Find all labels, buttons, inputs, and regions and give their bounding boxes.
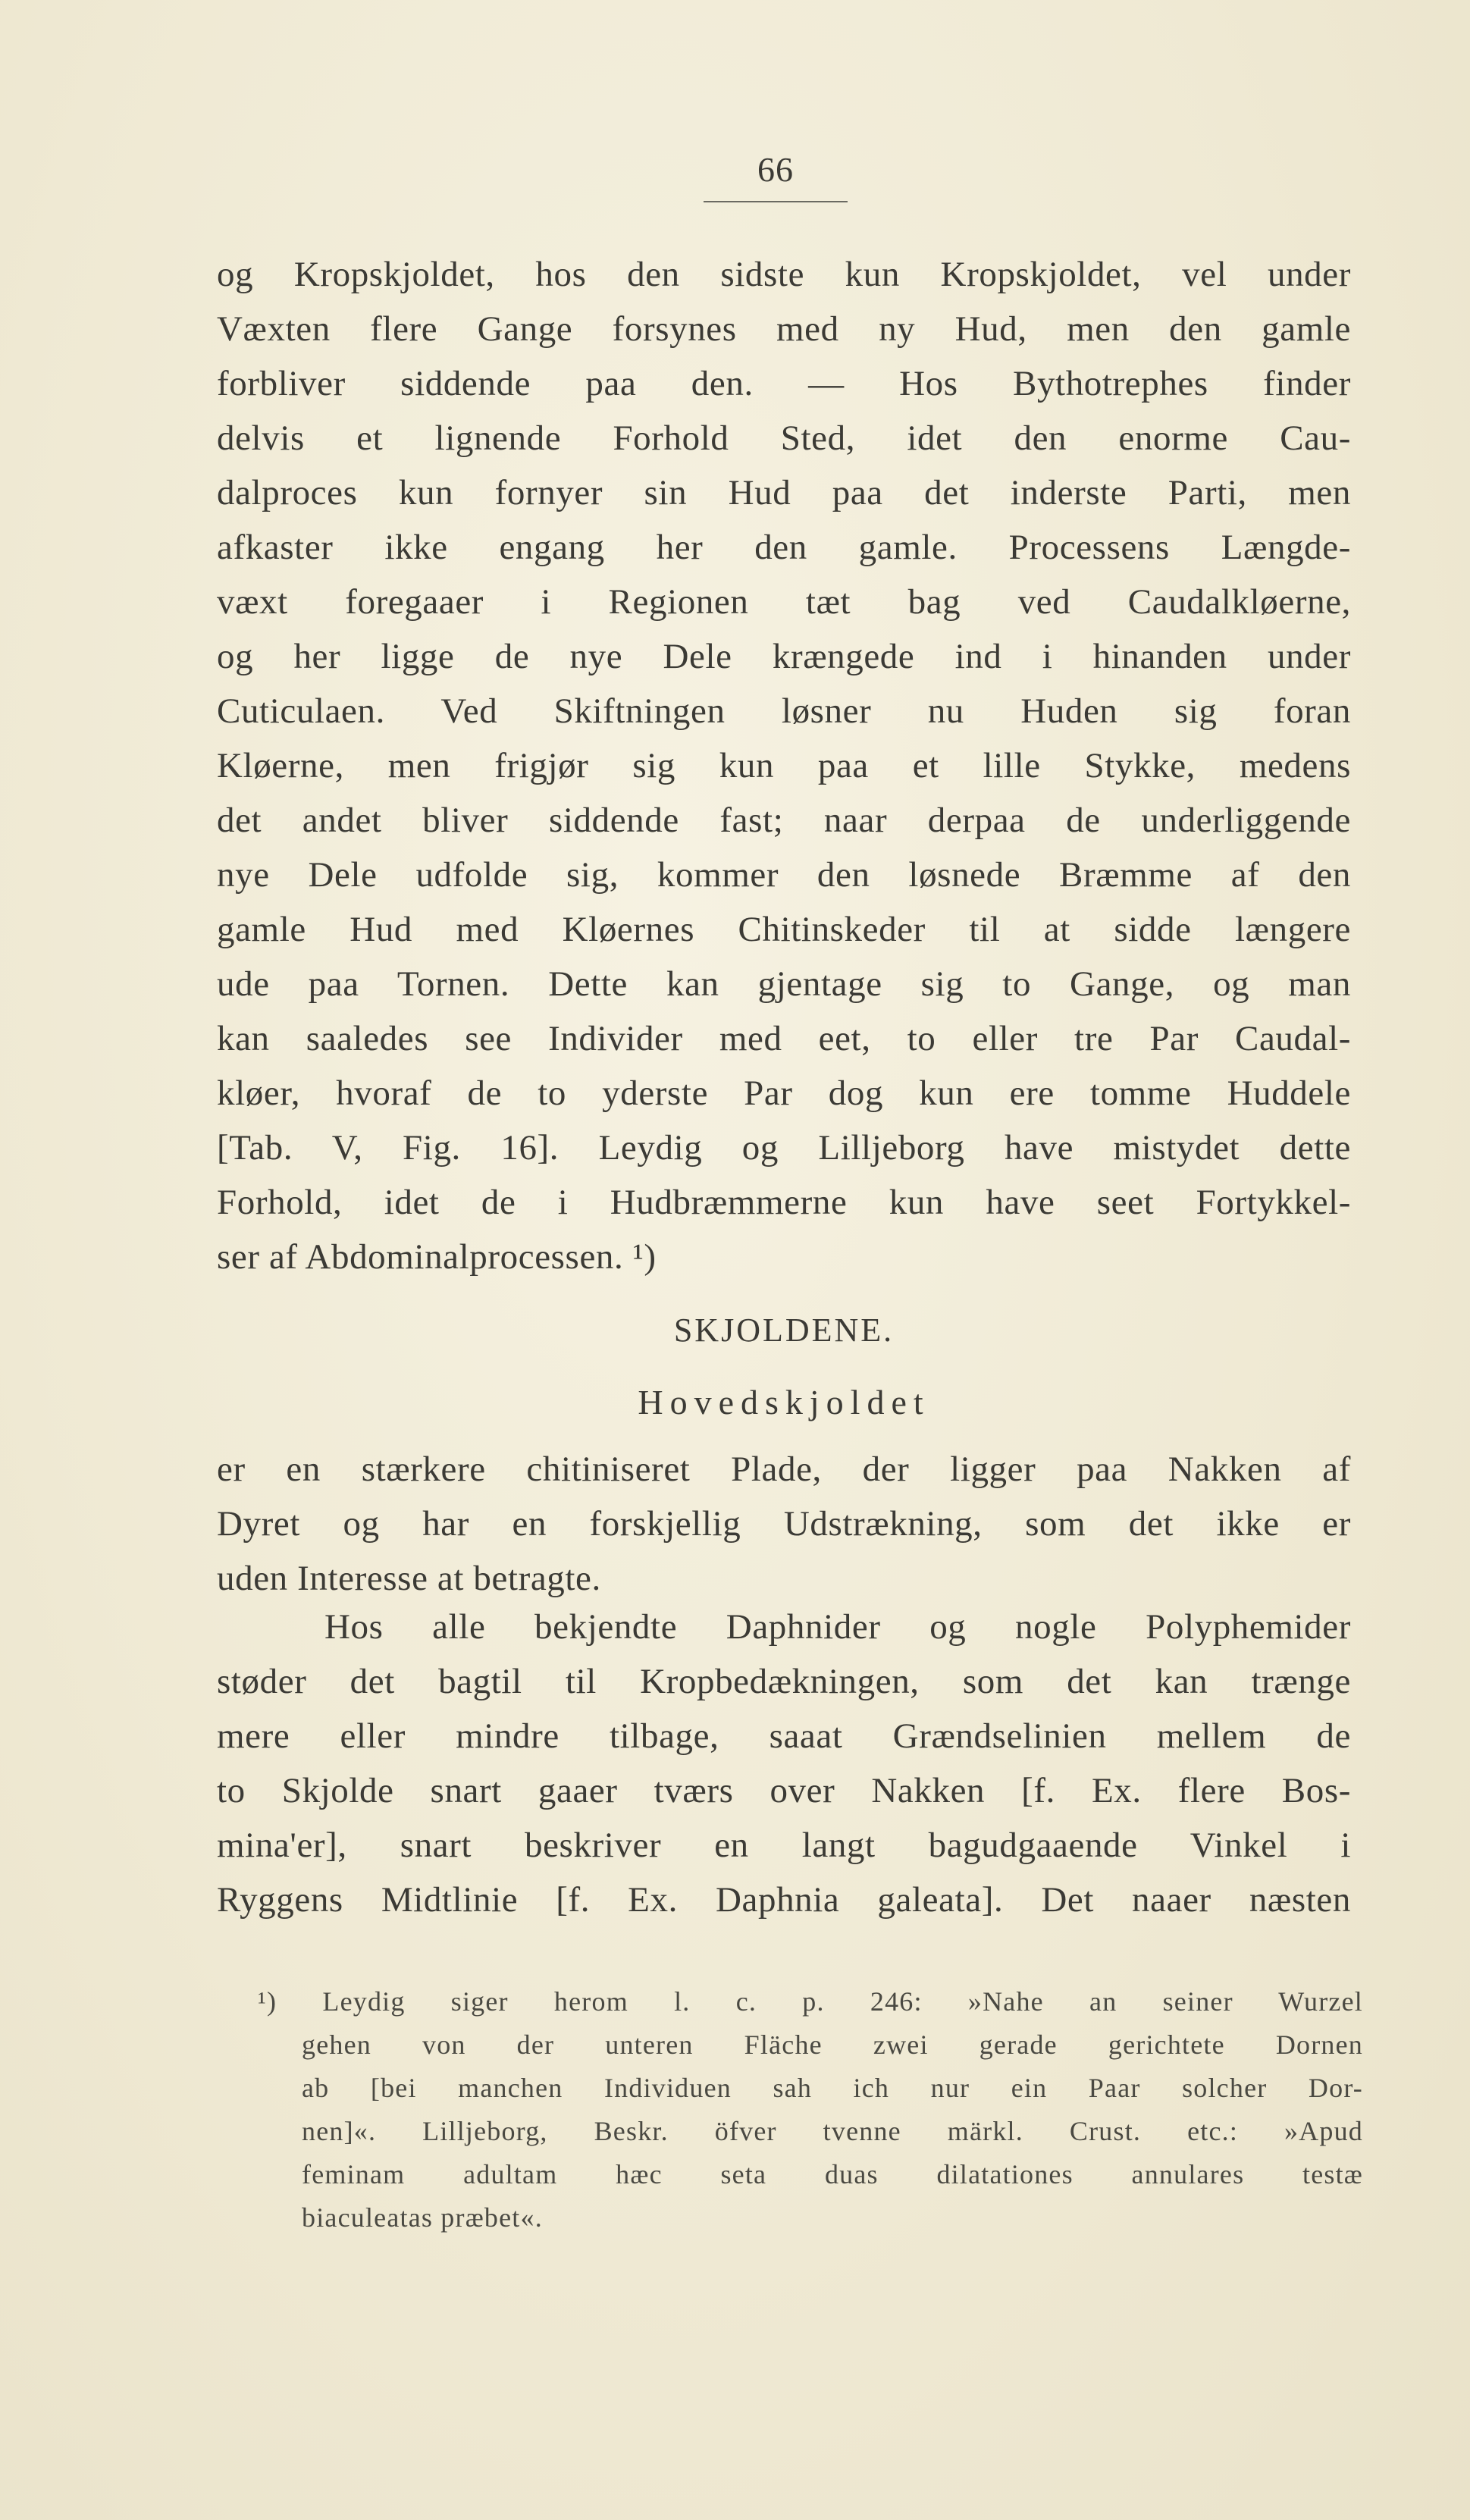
footnote-line: nen]«. Lilljeborg, Beskr. öfver tvenne märkl. Crust. etc.: »Apud xyxy=(302,2116,1363,2146)
text-line: delvis et lignende Forhold Sted, idet den enorme Cau- xyxy=(217,418,1351,458)
text-line: uden Interesse at betragte. xyxy=(217,1559,601,1598)
subheading: Hovedskjoldet xyxy=(638,1383,930,1421)
text-line: ser af Abdominalprocessen. ¹) xyxy=(217,1237,657,1277)
text-line: dalproces kun fornyer sin Hud paa det inderste Parti, men xyxy=(217,473,1351,512)
text-line: [Tab. V, Fig. 16]. Leydig og Lilljeborg have mistydet dette xyxy=(217,1128,1351,1168)
text-line: væxt foregaaer i Regionen tæt bag ved Caudalkløerne, xyxy=(217,582,1351,622)
text-line: Hos alle bekjendte Daphnider og nogle Polyphemider xyxy=(324,1607,1351,1647)
text-line: to Skjolde snart gaaer tværs over Nakken [f. Ex. flere Bos- xyxy=(217,1771,1351,1810)
paragraph-2 xyxy=(217,1442,1351,1606)
text-line: Væxten flere Gange forsynes med ny Hud, men den gamle xyxy=(217,309,1351,349)
footnote-line: gehen von der unteren Fläche zwei gerade gerichtete Dornen xyxy=(302,2029,1363,2060)
header-rule xyxy=(704,201,848,202)
section-heading: SKJOLDENE. xyxy=(673,1312,895,1349)
page-number: 66 xyxy=(757,150,794,189)
text-line: det andet bliver siddende fast; naar derpaa de underliggende xyxy=(217,801,1351,840)
text-line: Kløerne, men frigjør sig kun paa et lille Stykke, medens xyxy=(217,746,1351,785)
footnote xyxy=(258,1980,1363,2239)
footnote-line: feminam adultam hæc seta duas dilatationes annulares testæ xyxy=(302,2159,1363,2189)
footnote-line: ¹) Leydig siger herom l. c. p. 246: »Nahe an seiner Wurzel xyxy=(258,1986,1363,2017)
text-line: og Kropskjoldet, hos den sidste kun Kropskjoldet, vel under xyxy=(217,255,1351,294)
text-line: mere eller mindre tilbage, saaat Grændselinien mellem de xyxy=(217,1716,1351,1756)
paragraph-1 xyxy=(217,247,1351,1284)
footnote-line: ab [bei manchen Individuen sah ich nur ein Paar solcher Dor- xyxy=(302,2073,1363,2103)
text-line: er en stærkere chitiniseret Plade, der ligger paa Nakken af xyxy=(217,1450,1351,1489)
text-line: og her ligge de nye Dele krængede ind i hinanden under xyxy=(217,637,1351,676)
text-line: afkaster ikke engang her den gamle. Processens Længde- xyxy=(217,528,1351,567)
text-line: Dyret og har en forskjellig Udstrækning, som det ikke er xyxy=(217,1504,1351,1544)
text-line: Ryggens Midtlinie [f. Ex. Daphnia galeata]. Det naaer næsten xyxy=(217,1880,1351,1920)
text-line: Forhold, idet de i Hudbræmmerne kun have seet Fortykkel- xyxy=(217,1183,1351,1222)
text-line: kan saaledes see Individer med eet, to eller tre Par Caudal- xyxy=(217,1019,1351,1058)
text-line: gamle Hud med Kløernes Chitinskeder til at sidde længere xyxy=(217,910,1351,949)
text-line: Cuticulaen. Ved Skiftningen løsner nu Huden sig foran xyxy=(217,691,1351,731)
paragraph-3 xyxy=(217,1600,1351,1927)
text-line: nye Dele udfolde sig, kommer den løsnede Bræmme af den xyxy=(217,855,1351,895)
text-line: ude paa Tornen. Dette kan gjentage sig to Gange, og man xyxy=(217,964,1351,1004)
text-line: mina'er], snart beskriver en langt bagudgaaende Vinkel i xyxy=(217,1826,1351,1865)
text-line: forbliver siddende paa den. — Hos Bythotrephes finder xyxy=(217,364,1351,403)
text-line: støder det bagtil til Kropbedækningen, som det kan trænge xyxy=(217,1662,1351,1701)
text-line: kløer, hvoraf de to yderste Par dog kun ere tomme Huddele xyxy=(217,1074,1351,1113)
footnote-line: biaculeatas præbet«. xyxy=(302,2202,543,2233)
